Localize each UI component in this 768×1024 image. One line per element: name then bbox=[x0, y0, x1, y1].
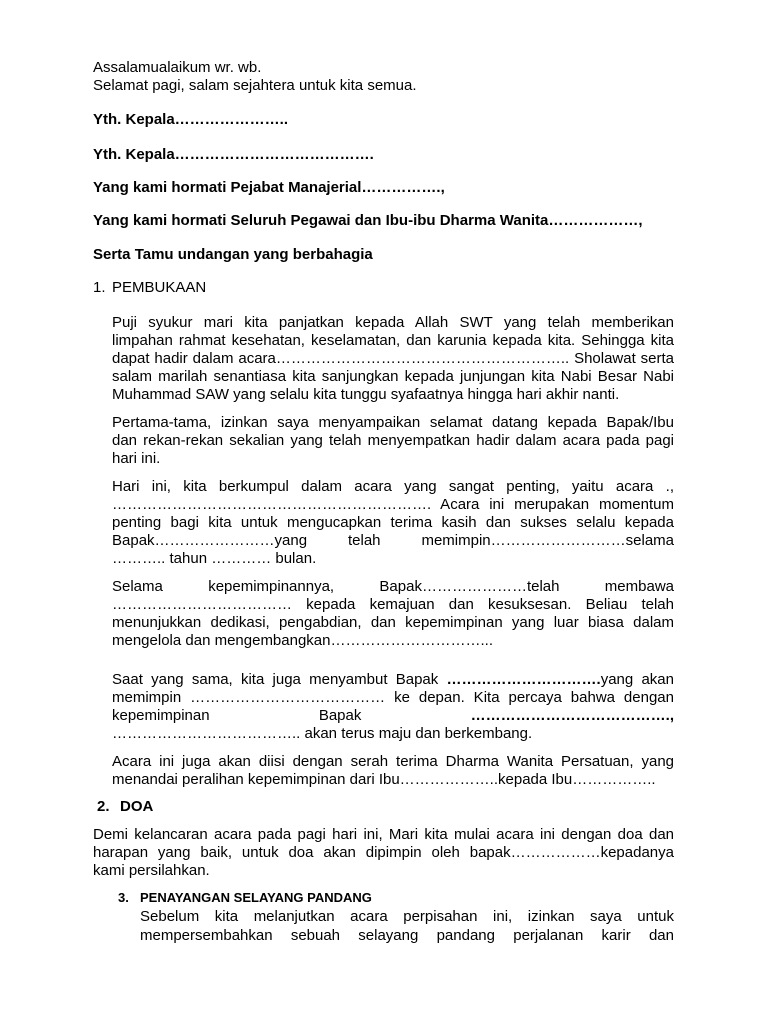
paragraph-line: menandai peralihan kepemimpinan dari Ibu………………..kepada Ibu…………….. bbox=[112, 771, 656, 788]
blank-placeholder: …………………………………., bbox=[470, 707, 674, 724]
paragraph-line: Sebelum kita melanjutkan acara perpisahan ini, izinkan saya untuk bbox=[140, 908, 674, 925]
paragraph-line: Demi kelancaran acara pada pagi hari ini, Mari kita mulai acara ini dengan doa dan bbox=[93, 826, 674, 843]
text-segment: yang akan bbox=[600, 671, 674, 688]
paragraph-line: Selama kepemimpinannya, Bapak…………………telah membawa bbox=[112, 578, 674, 595]
paragraph-line bbox=[112, 707, 674, 725]
paragraph-line bbox=[112, 671, 674, 689]
paragraph-line: kami persilahkan. bbox=[93, 862, 210, 879]
paragraph-line: Hari ini, kita berkumpul dalam acara yang sangat penting, yaitu acara ., bbox=[112, 478, 674, 495]
section-title: DOA bbox=[120, 798, 154, 815]
paragraph-line: hari ini. bbox=[112, 450, 161, 467]
paragraph-line: ……………………………… kepada kemajuan dan kesuksesan. Beliau telah bbox=[112, 596, 674, 613]
paragraph-line: harapan yang baik, untuk doa akan dipimpin oleh bapak………………kepadanya bbox=[93, 844, 674, 861]
salutation-line: Yang kami hormati Seluruh Pegawai dan Ibu-ibu Dharma Wanita………………, bbox=[93, 212, 643, 229]
paragraph-line: mempersembahkan sebuah selayang pandang perjalanan karir dan bbox=[140, 927, 674, 944]
paragraph-line: Acara ini juga akan diisi dengan serah terima Dharma Wanita Persatuan, yang bbox=[112, 753, 674, 770]
paragraph-doa bbox=[93, 826, 674, 880]
section-number: 3. bbox=[118, 890, 129, 905]
greeting bbox=[93, 59, 417, 95]
section-title: PEMBUKAAN bbox=[112, 279, 207, 296]
paragraph-dharma-wanita-handover bbox=[112, 753, 674, 789]
section-number: 1. bbox=[93, 279, 106, 296]
paragraph-line: Muhammad SAW yang selalu kita tunggu syafaatnya hingga hari akhir nanti. bbox=[112, 386, 620, 403]
paragraph-line: penting bagi kita untuk mengucapkan terima kasih dan sukses selalu kepada bbox=[112, 514, 674, 531]
salutation-line: Serta Tamu undangan yang berbahagia bbox=[93, 246, 373, 263]
section-heading-pembukaan bbox=[93, 279, 206, 297]
paragraph-new-leader bbox=[112, 671, 674, 743]
section-number: 2. bbox=[97, 798, 110, 815]
greeting-line: Assalamualaikum wr. wb. bbox=[93, 59, 262, 76]
paragraph-welcome bbox=[112, 414, 674, 468]
paragraph-leadership bbox=[112, 578, 674, 650]
paragraph-event-purpose bbox=[112, 478, 674, 568]
salutation-line: Yth. Kepala………………….. bbox=[93, 111, 289, 128]
paragraph-line: memimpin ………………………………… ke depan. Kita percaya bahwa dengan bbox=[112, 689, 674, 706]
section-title: PENAYANGAN SELAYANG PANDANG bbox=[140, 890, 372, 905]
paragraph-line: ……….. tahun ………… bulan. bbox=[112, 550, 317, 567]
paragraph-line: dan rekan-rekan sekalian yang telah menyempatkan hadir dalam acara pada pagi bbox=[112, 432, 674, 449]
paragraph-opening-prayer bbox=[112, 314, 674, 404]
salutation-line: Yang kami hormati Pejabat Manajerial……………., bbox=[93, 179, 445, 196]
blank-placeholder: …………………………. bbox=[446, 671, 601, 688]
section-heading-doa bbox=[97, 798, 153, 816]
paragraph-line: ……………………………….. akan terus maju dan berkembang. bbox=[112, 725, 533, 742]
paragraph-line: menunjukkan dedikasi, pengabdian, dan kepemimpinan yang luar biasa dalam bbox=[112, 614, 674, 631]
paragraph-selayang-pandang bbox=[140, 907, 674, 945]
greeting-line: Selamat pagi, salam sejahtera untuk kita semua. bbox=[93, 77, 417, 94]
paragraph-line: Pertama-tama, izinkan saya menyampaikan selamat datang kepada Bapak/Ibu bbox=[112, 414, 674, 431]
paragraph-line: dapat hadir dalam acara………………………………………………….. Sholawat serta bbox=[112, 350, 674, 367]
text-segment: Saat yang sama, kita juga menyambut Bapak bbox=[112, 671, 447, 688]
paragraph-line: limpahan rahmat kesehatan, keselamatan, dan karunia kepada kita. Sehingga kita bbox=[112, 332, 674, 349]
text-segment: kepemimpinan Bapak bbox=[112, 707, 471, 724]
paragraph-line: ………………………………………………………. Acara ini merupakan momentum bbox=[112, 496, 674, 513]
paragraph-line: Bapak……………………yang telah memimpin………………………selama bbox=[112, 532, 674, 549]
salutation-line: Yth. Kepala…………………………………. bbox=[93, 146, 374, 163]
paragraph-line: mengelola dan mengembangkan…………………………... bbox=[112, 632, 493, 649]
section-heading-selayang-pandang bbox=[118, 890, 372, 906]
paragraph-line: salam marilah senantiasa kita sanjungkan kepada junjungan kita Nabi Besar Nabi bbox=[112, 368, 674, 385]
paragraph-line: Puji syukur mari kita panjatkan kepada Allah SWT yang telah memberikan bbox=[112, 314, 674, 331]
